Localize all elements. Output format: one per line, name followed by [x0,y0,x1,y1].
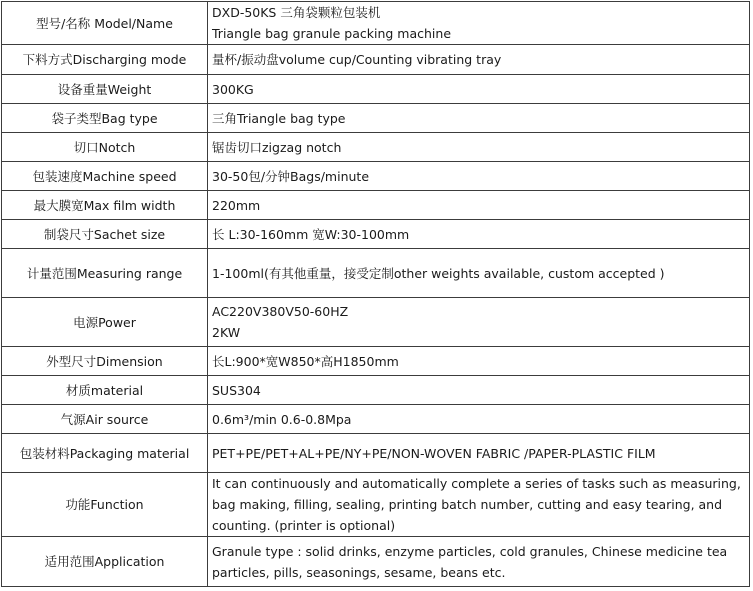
spec-row-power [2,298,750,347]
spec-value-weight: 300KG [208,75,750,104]
spec-label-measuring-range: 计量范围Measuring range [2,249,208,298]
spec-label-air-source: 气源Air source [2,405,208,434]
spec-row-function [2,473,750,537]
spec-row-max-film-width [2,191,750,220]
spec-label-discharging-mode: 下料方式Discharging mode [2,45,208,75]
spec-label-bag-type: 袋子类型Bag type [2,104,208,133]
spec-label-application: 适用范围Application [2,537,208,587]
spec-value-air-source: 0.6m³/min 0.6-0.8Mpa [208,405,750,434]
spec-row-application [2,537,750,587]
spec-label-max-film-width: 最大膜宽Max film width [2,191,208,220]
spec-row-sachet-size [2,220,750,249]
spec-value-machine-speed: 30-50包/分钟Bags/minute [208,162,750,191]
spec-value-max-film-width: 220mm [208,191,750,220]
spec-value-application: Granule type : solid drinks, enzyme particles, cold granules, Chinese medicine tea particles, pills, seasonings, sesame, beans etc. [208,537,750,587]
spec-value-dimension: 长L:900*宽W850*高H1850mm [208,347,750,376]
spec-row-machine-speed [2,162,750,191]
spec-label-packaging-material: 包装材料Packaging material [2,434,208,473]
spec-row-model [2,2,750,45]
spec-label-material: 材质material [2,376,208,405]
spec-row-material [2,376,750,405]
spec-value-notch: 锯齿切口zigzag notch [208,133,750,162]
spec-value-packaging-material: PET+PE/PET+AL+PE/NY+PE/NON-WOVEN FABRIC /PAPER-PLASTIC FILM [208,434,750,473]
spec-value-discharging-mode: 量杯/振动盘volume cup/Counting vibrating tray [208,45,750,75]
spec-row-measuring-range [2,249,750,298]
spec-label-power: 电源Power [2,298,208,347]
spec-row-bag-type [2,104,750,133]
spec-row-weight [2,75,750,104]
spec-row-air-source [2,405,750,434]
spec-value-function: It can continuously and automatically complete a series of tasks such as measuring, bag making, filling, sealing, printing batch number, cutting and easy tearing, and counting. (printer is optional) [208,473,750,537]
spec-value-material: SUS304 [208,376,750,405]
spec-row-notch [2,133,750,162]
spec-label-sachet-size: 制袋尺寸Sachet size [2,220,208,249]
spec-label-weight: 设备重量Weight [2,75,208,104]
spec-label-dimension: 外型尺寸Dimension [2,347,208,376]
spec-value-measuring-range: 1-100ml(有其他重量，接受定制other weights available, custom accepted ) [208,249,750,298]
spec-label-function: 功能Function [2,473,208,537]
spec-value-model: DXD-50KS 三角袋颗粒包装机 Triangle bag granule packing machine [208,2,750,45]
spec-table [1,1,750,587]
spec-value-power: AC220V380V50-60HZ 2KW [208,298,750,347]
spec-row-packaging-material [2,434,750,473]
spec-label-model: 型号/名称 Model/Name [2,2,208,45]
spec-value-sachet-size: 长 L:30-160mm 宽W:30-100mm [208,220,750,249]
spec-row-dimension [2,347,750,376]
spec-table-body [2,2,750,587]
spec-row-discharging-mode [2,45,750,75]
spec-label-notch: 切口Notch [2,133,208,162]
spec-label-machine-speed: 包装速度Machine speed [2,162,208,191]
spec-value-bag-type: 三角Triangle bag type [208,104,750,133]
